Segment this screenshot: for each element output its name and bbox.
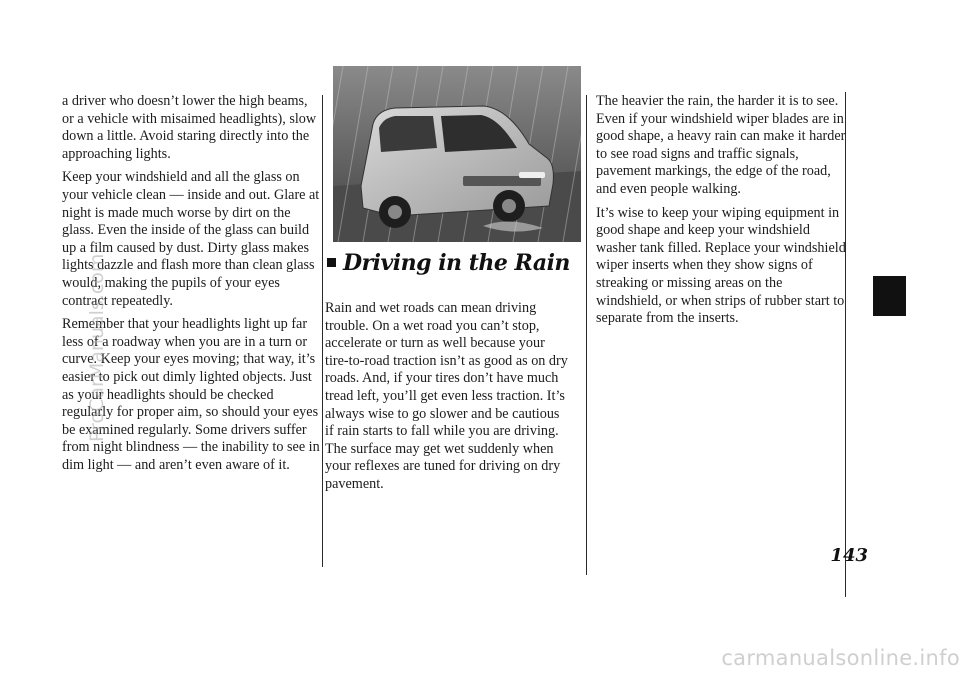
page-number: 143 [830, 545, 868, 566]
footer-watermark[interactable]: carmanualsonline.info [721, 646, 960, 670]
van-in-rain-illustration [333, 66, 581, 242]
middle-paragraph-1: Rain and wet roads can mean driving trouble. On a wet road you can’t stop, accelerate or turn as well because your tire-to-road traction isn’t as good as on dry roads. And, if your tires don’t have much tread left, you’ll get even less traction. It’s always wise to go slower and be cautious if rain starts to fall while you are driving. The surface may get wet suddenly when your reflexes are tuned for driving on dry pavement. [325, 300, 568, 492]
side-watermark [58, 172, 108, 442]
square-bullet-icon [327, 258, 336, 267]
right-column [596, 93, 846, 334]
column-divider-left [322, 95, 323, 567]
left-paragraph-1: a driver who doesn’t lower the high beams, or a vehicle with misaimed headlights), slow down a little. Avoid staring directly into the approaching lights. [62, 93, 317, 162]
right-paragraph-1: The heavier the rain, the harder it is to see. Even if your windshield wiper blades are in good shape, a heavy rain can make it harder to see road signs and traffic signals, pavement markings, the edge of the road, and even people walking. [596, 93, 846, 197]
left-paragraph-3: Remember that your headlights light up far less of a roadway when you are in a turn or curve. Keep your eyes moving; that way, it’s easier to pick out dimly lighted objects. Just as your headlights should be checked regularly for proper aim, so should your eyes be examined regularly. Some drivers suffer from night blindness — the inability to see in dim light — and aren’t even aware of it. [62, 316, 320, 473]
rain-van-photo [333, 66, 581, 242]
thumb-tab-icon [873, 276, 906, 316]
column-divider-right [586, 95, 587, 575]
middle-column [325, 300, 571, 500]
left-paragraph-2: Keep your windshield and all the glass on your vehicle clean — inside and out. Glare at night is made much worse by dirt on the glass. Even the inside of the glass can build up a film caused by dust. Dirty glass makes lights dazzle and flash more than clean glass would, making the pupils of your eyes contract repeatedly. [62, 169, 320, 309]
right-paragraph-2: It’s wise to keep your wiping equipment in good shape and keep your windshield washer tank filled. Replace your windshield wiper inserts when they show signs of streaking or missing areas on the windshield, or when strips of rubber start to separate from the inserts. [596, 204, 846, 327]
side-watermark-text: ProCarManuals.com [86, 253, 108, 442]
section-heading-text: Driving in the Rain [343, 250, 570, 276]
section-heading [327, 250, 582, 276]
